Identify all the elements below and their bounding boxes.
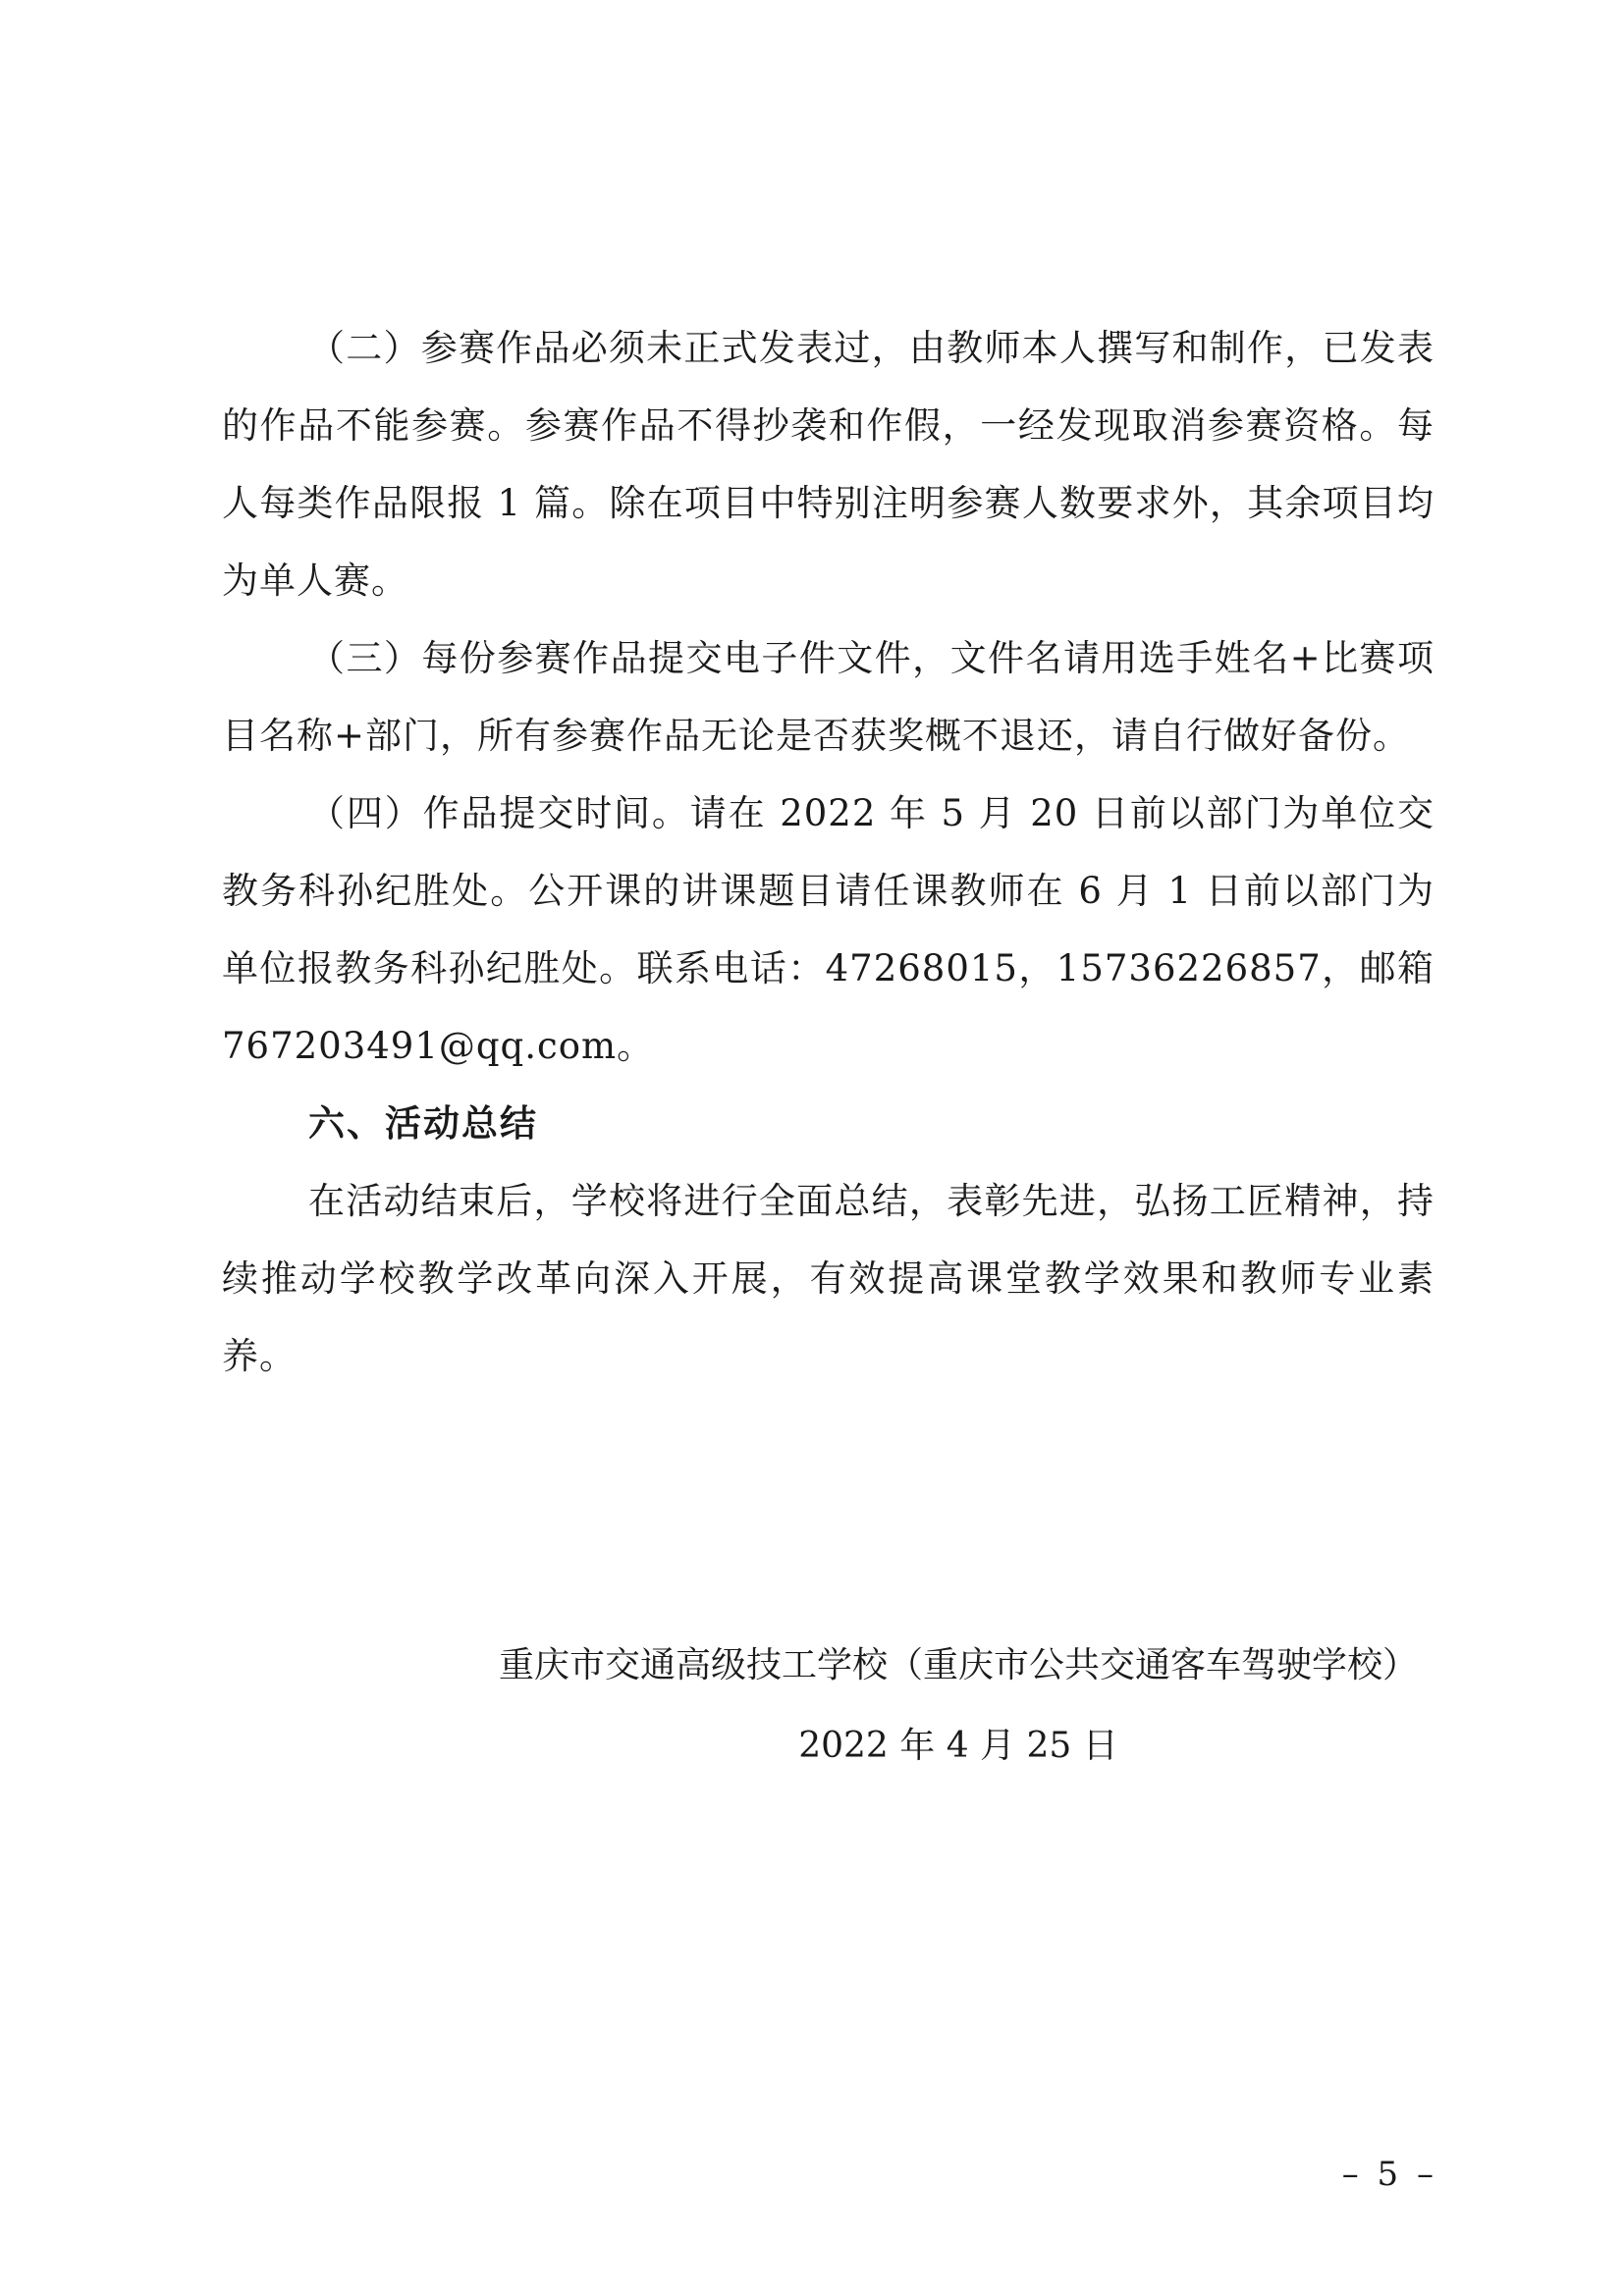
document-body — [222, 309, 1435, 1395]
paragraph-submission-rules: （二）参赛作品必须未正式发表过，由教师本人撰写和制作，已发表的作品不能参赛。参赛作品不得抄袭和作假，一经发现取消参赛资格。每人每类作品限报 1 篇。除在项目中特别注明参赛人数要求外，其余项目均为单人赛。 — [222, 327, 1435, 602]
signature-organization: 重庆市交通高级技工学校（重庆市公共交通客车驾驶学校） — [498, 1645, 1418, 1685]
page-number: – 5 – — [1341, 2155, 1437, 2194]
paragraph-electronic-file: （三）每份参赛作品提交电子件文件，文件名请用选手姓名+比赛项目名称+部门，所有参赛作品无论是否获奖概不退还，请自行做好备份。 — [222, 637, 1435, 757]
section-heading-activity-summary: 六、活动总结 — [308, 1102, 538, 1145]
signature-date: 2022 年 4 月 25 日 — [798, 1726, 1118, 1766]
signature-block — [499, 1629, 1418, 1783]
paragraph-activity-summary: 在活动结束后，学校将进行全面总结，表彰先进，弘扬工匠精神，持续推动学校教学改革向深入开展，有效提高课堂教学效果和教师专业素养。 — [222, 1180, 1435, 1377]
paragraph-submission-deadline: （四）作品提交时间。请在 2022 年 5 月 20 日前以部门为单位交教务科孙纪胜处。公开课的讲课题目请任课教师在 6 月 1 日前以部门为单位报教务科孙纪胜处。联系电话：47268015，15736226857，邮箱 767203491@qq.com。 — [222, 792, 1435, 1067]
